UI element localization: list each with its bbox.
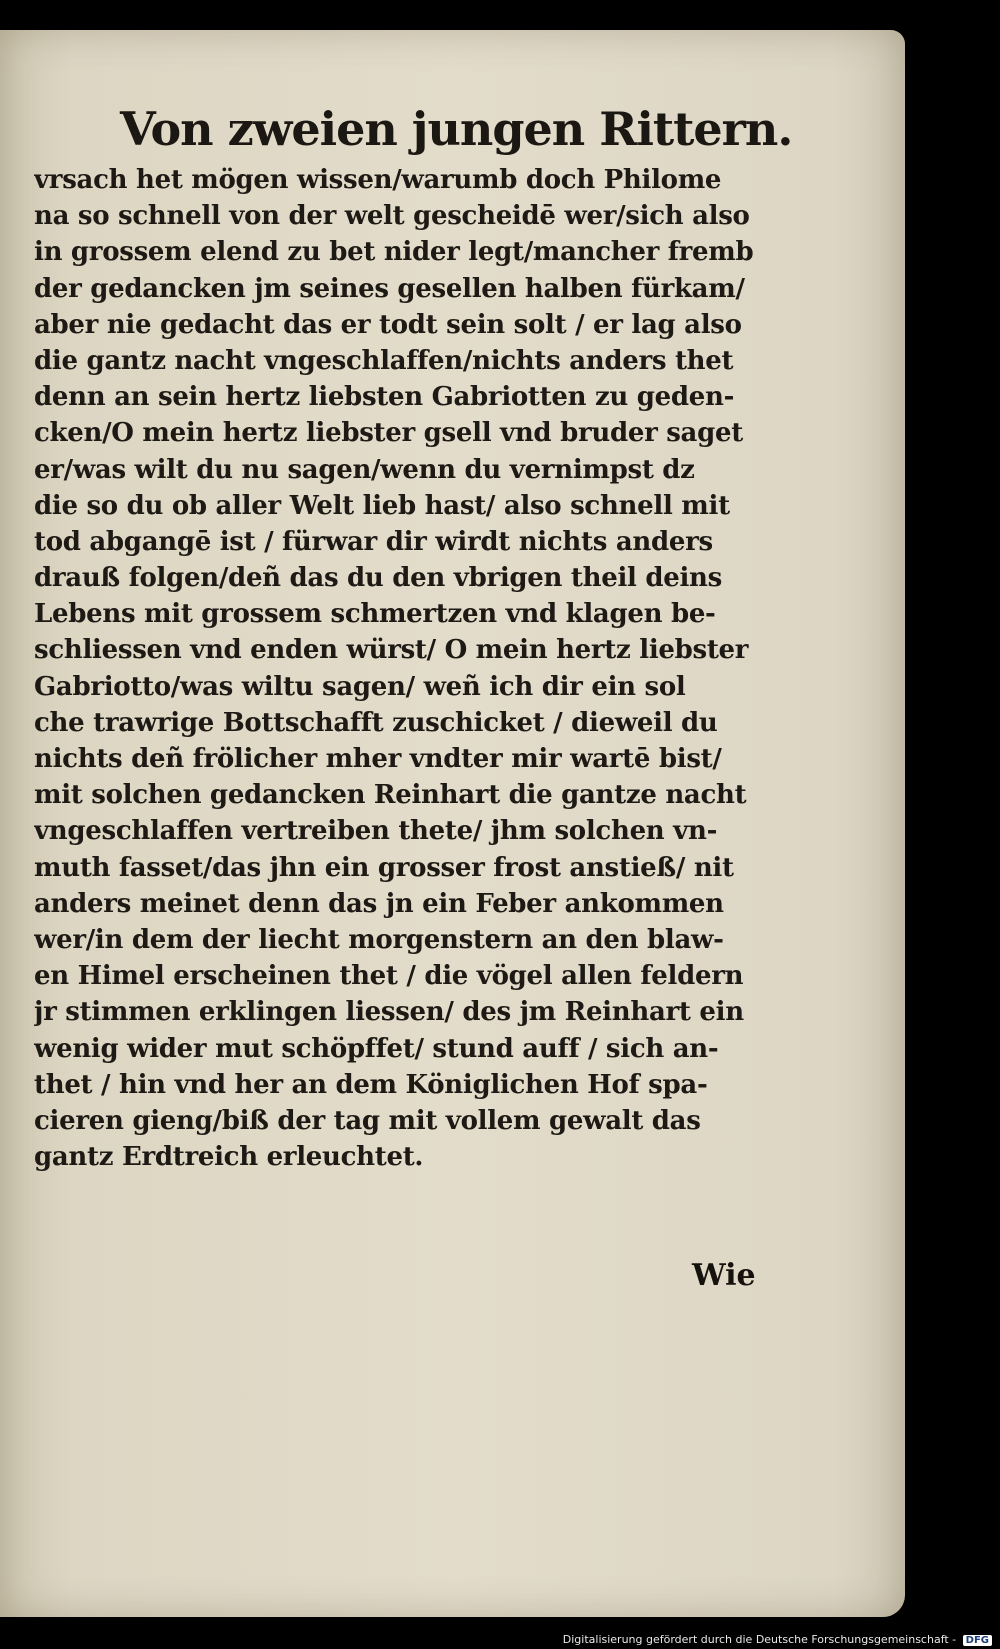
text-line: cieren gieng/biß der tag mit vollem gewalt das xyxy=(34,1105,701,1136)
text-line: wer/in dem der liecht morgenstern an den blaw- xyxy=(34,924,724,955)
text-line: Lebens mit grossem schmertzen vnd klagen be- xyxy=(34,599,716,630)
text-line: drauß folgen/deñ das du den vbrigen theil deins xyxy=(34,563,723,594)
dfg-logo: DFG xyxy=(963,1635,992,1646)
text-line: vngeschlaffen vertreiben thete/ jhm solchen vn- xyxy=(34,816,718,847)
funding-text: Digitalisierung gefördert durch die Deutsche Forschungsgemeinschaft - xyxy=(562,1633,957,1646)
text-line: muth fasset/das jhn ein grosser frost anstieß/ nit xyxy=(34,852,734,883)
text-line: er/was wilt du nu sagen/wenn du vernimpst dz xyxy=(34,454,695,485)
text-line: cken/O mein hertz liebster gsell vnd bruder saget xyxy=(34,418,743,449)
text-line: en Himel erscheinen thet / die vögel allen feldern xyxy=(34,961,744,992)
text-line: der gedancken jm seines gesellen halben fürkam/ xyxy=(34,273,745,304)
text-line: thet / hin vnd her an dem Königlichen Hof spa- xyxy=(34,1069,708,1100)
text-line: wenig wider mut schöpffet/ stund auff / sich an- xyxy=(34,1033,719,1064)
text-line: che trawrige Bottschafft zuschicket / dieweil du xyxy=(34,707,718,738)
text-line: anders meinet denn das jn ein Feber ankommen xyxy=(34,888,724,919)
text-line: Gabriotto/was wiltu sagen/ weñ ich dir ein sol xyxy=(34,671,686,702)
text-block xyxy=(34,162,774,1175)
book-page xyxy=(0,30,905,1617)
text-line: denn an sein hertz liebsten Gabriotten zu geden- xyxy=(34,382,735,413)
funding-note xyxy=(563,1633,992,1646)
text-line: tod abgangē ist / fürwar dir wirdt nichts anders xyxy=(34,526,713,557)
text-line: mit solchen gedancken Reinhart die gantze nacht xyxy=(34,780,747,811)
text-line: gantz Erdtreich erleuchtet. xyxy=(34,1142,424,1173)
text-line: nichts deñ frölicher mher vndter mir wartē bist/ xyxy=(34,744,722,774)
text-line: na so schnell von der welt gescheidē wer/sich also xyxy=(34,201,750,232)
text-line: in grossem elend zu bet nider legt/mancher fremb xyxy=(34,237,754,268)
catchword: Wie xyxy=(692,1258,756,1293)
text-line: aber nie gedacht das er todt sein solt / er lag also xyxy=(34,309,742,340)
text-line: die gantz nacht vngeschlaffen/nichts anders thet xyxy=(34,345,734,376)
running-head: Von zweien jungen Rittern. xyxy=(120,102,793,156)
text-line: die so du ob aller Welt lieb hast/ also schnell mit xyxy=(34,490,730,521)
text-line: schliessen vnd enden würst/ O mein hertz liebster xyxy=(34,635,749,666)
text-line: vrsach het mögen wissen/warumb doch Philome xyxy=(34,165,722,195)
text-line: jr stimmen erklingen liessen/ des jm Reinhart ein xyxy=(34,997,744,1028)
